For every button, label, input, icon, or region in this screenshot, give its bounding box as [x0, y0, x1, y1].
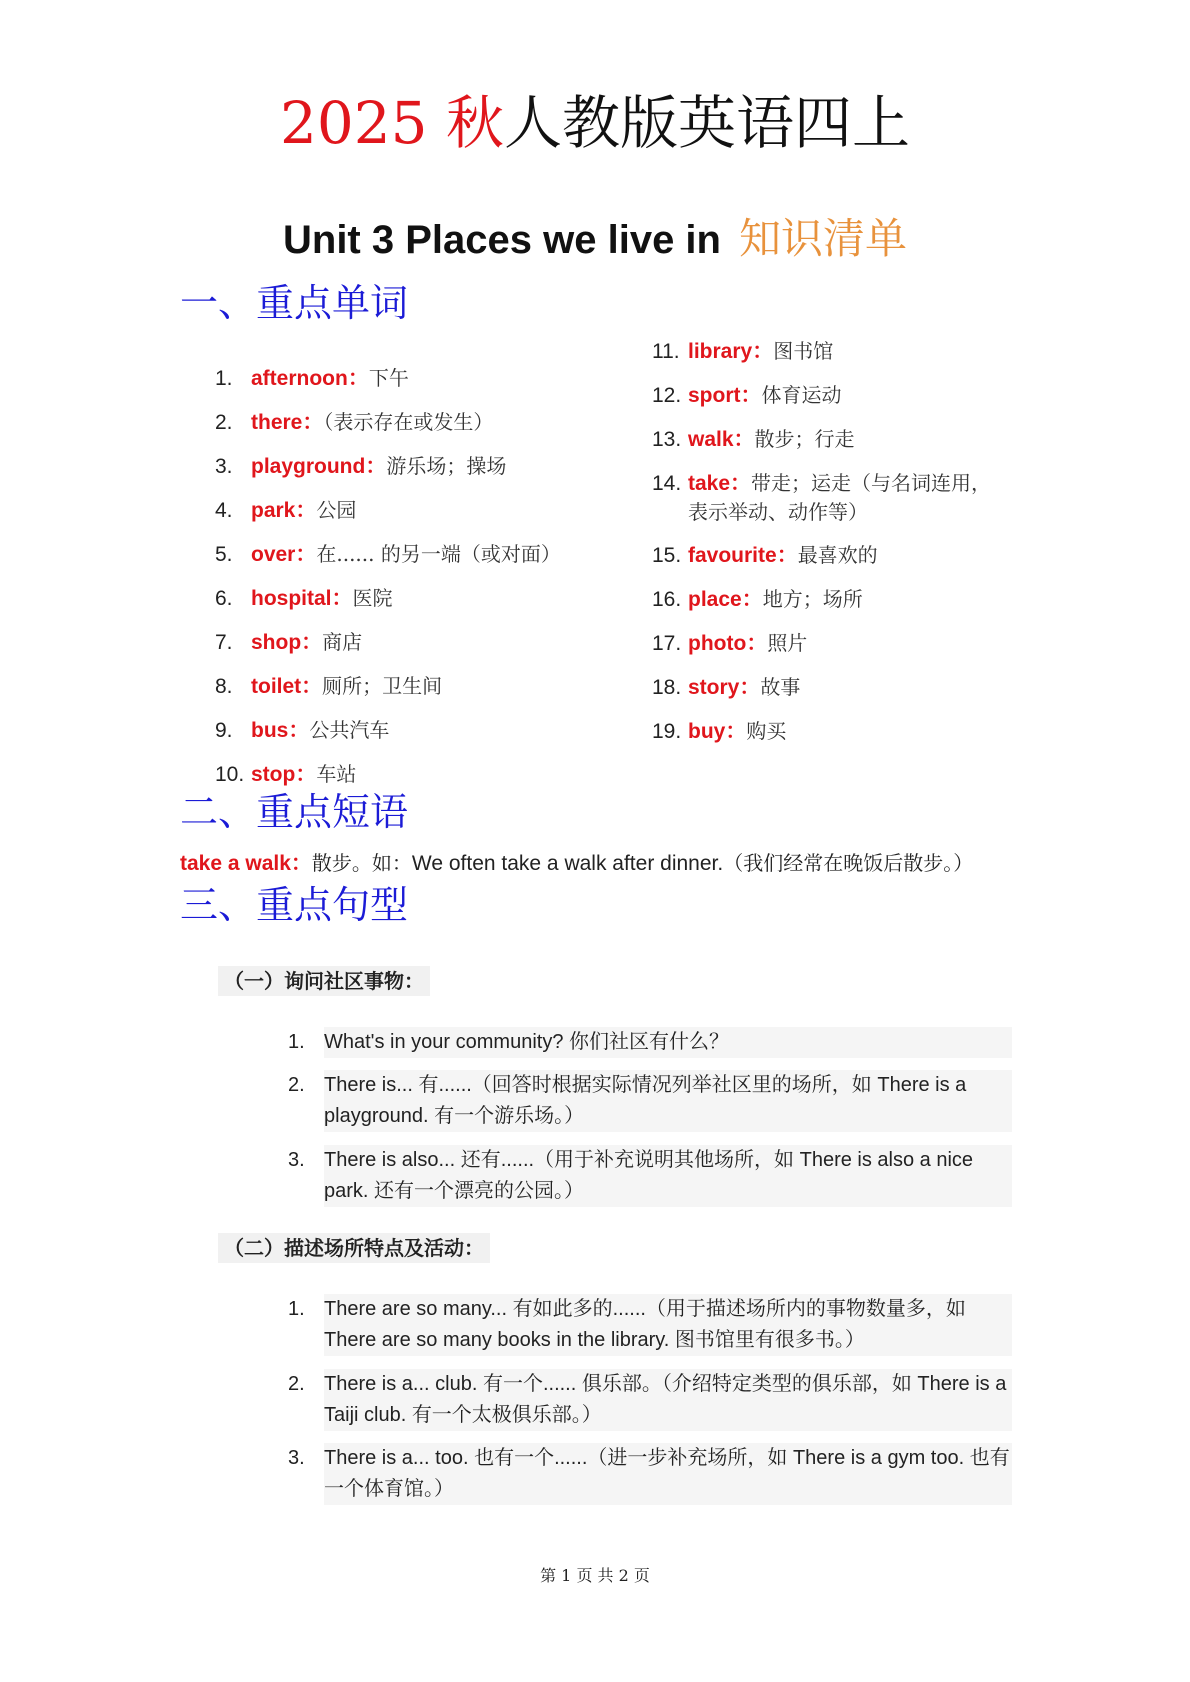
title-rest: 人教版英语四上: [504, 89, 911, 157]
vocab-item: 7. shop：商店: [215, 630, 363, 654]
section-heading-phrases: 二、重点短语: [180, 790, 409, 834]
sentence-item: 1. What's in your community? 你们社区有什么？: [288, 1027, 1012, 1058]
page-footer: 第 1 页 共 2 页: [540, 1566, 650, 1585]
unit-subtitle: [0, 210, 1190, 269]
vocab-item: 13. walk：散步；行走: [652, 427, 855, 451]
vocab-item: 5. over：在...... 的另一端（或对面）: [215, 542, 561, 566]
vocab-item: 1. afternoon：下午: [215, 366, 409, 390]
vocab-item: 11. library：图书馆: [652, 339, 834, 363]
document-title: [0, 85, 1190, 161]
title-season: 秋: [446, 89, 505, 157]
vocab-item: 15. favourite：最喜欢的: [652, 543, 878, 567]
unit-name: Unit 3 Places we live in: [283, 218, 721, 262]
vocab-item: 9. bus：公共汽车: [215, 718, 390, 742]
subtitle-tag: 知识清单: [738, 214, 907, 263]
sentence-item: 2. There is... 有......（回答时根据实际情况列举社区里的场所，如 There is a playground. 有一个游乐场。）: [288, 1070, 1012, 1132]
sentence-item: 2. There is a... club. 有一个...... 俱乐部。（介绍特定类型的俱乐部，如 There is a Taiji club. 有一个太极俱乐部。）: [288, 1369, 1012, 1431]
subheading-ask-community: （一）询问社区事物：: [218, 966, 430, 996]
vocab-list-left: [215, 364, 635, 789]
vocab-item: 19. buy：购买: [652, 719, 787, 743]
phrase-item: take a walk：散步。如：We often take a walk after dinner.（我们经常在晚饭后散步。）: [180, 851, 974, 875]
vocab-item: 12. sport：体育运动: [652, 383, 842, 407]
vocab-item: 17. photo：照片: [652, 631, 808, 655]
vocab-item: 2. there：（表示存在或发生）: [215, 410, 494, 434]
vocab-item: 3. playground：游乐场；操场: [215, 454, 507, 478]
vocab-list-right: [652, 337, 1032, 746]
sentence-item: 1. There are so many... 有如此多的......（用于描述场所内的事物数量多，如 There are so many books in the library. 图书馆里有很多书。）: [288, 1294, 1012, 1356]
vocab-item: 6. hospital：医院: [215, 586, 393, 610]
vocab-item: 4. park：公园: [215, 498, 357, 522]
vocab-item: 14. take：带走；运走（与名词连用， 表示举动、动作等）: [652, 471, 992, 524]
sentence-item: 3. There is also... 还有......（用于补充说明其他场所，如 There is also a nice park. 还有一个漂亮的公园。）: [288, 1145, 1012, 1207]
vocab-item: 10. stop：车站: [215, 762, 357, 786]
subheading-describe-places: （二）描述场所特点及活动：: [218, 1233, 490, 1263]
section-heading-vocab: 一、重点单词: [180, 281, 409, 325]
vocab-item: 8. toilet：厕所；卫生间: [215, 674, 443, 698]
vocab-item: 18. story：故事: [652, 675, 801, 699]
section-heading-sentences: 三、重点句型: [180, 883, 409, 927]
title-year: 2025: [279, 89, 428, 157]
sentence-item: 3. There is a... too. 也有一个......（进一步补充场所，如 There is a gym too. 也有一个体育馆。）: [288, 1443, 1012, 1505]
vocab-item: 16. place：地方；场所: [652, 587, 863, 611]
